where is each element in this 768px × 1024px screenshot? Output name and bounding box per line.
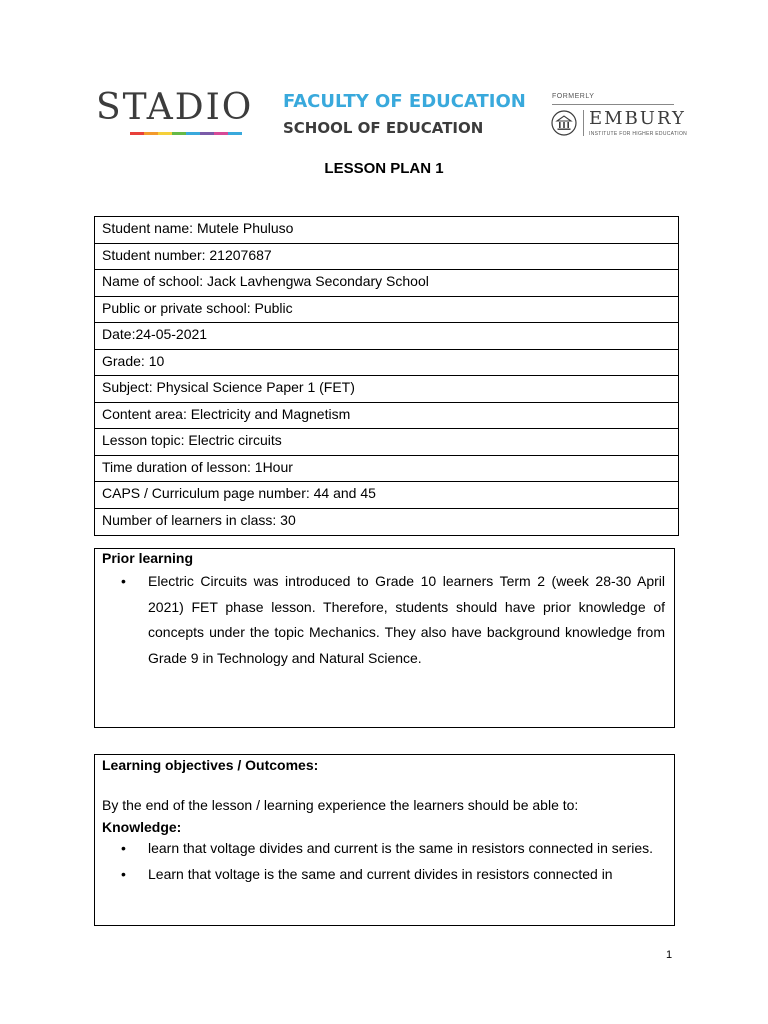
knowledge-heading: Knowledge:	[102, 819, 182, 835]
color-bar-segment	[158, 132, 172, 135]
stadio-color-bar	[130, 132, 253, 135]
color-bar-segment	[186, 132, 200, 135]
prior-learning-box	[94, 548, 675, 728]
school-title: SCHOOL OF EDUCATION	[283, 119, 484, 137]
info-row-date: Date:24-05-2021	[95, 323, 678, 350]
embury-divider	[583, 110, 584, 136]
info-row-school-type: Public or private school: Public	[95, 297, 678, 324]
stadio-logo	[96, 87, 254, 135]
info-row-content-area: Content area: Electricity and Magnetism	[95, 403, 678, 430]
info-row-school-name: Name of school: Jack Lavhengwa Secondary School	[95, 270, 678, 297]
prior-learning-list	[95, 569, 674, 671]
learning-objectives-box	[94, 754, 675, 926]
color-bar-segment	[144, 132, 158, 135]
page-title: LESSON PLAN 1	[324, 160, 444, 177]
bullet-icon: •	[121, 840, 126, 856]
building-icon	[551, 110, 577, 136]
prior-learning-heading: Prior learning	[102, 550, 194, 566]
color-bar-segment	[130, 132, 144, 135]
bullet-icon: •	[121, 573, 126, 589]
list-item: • Electric Circuits was introduced to Grade 10 learners Term 2 (week 28-30 April 2021) FET phase lesson. Therefore, students should have prior knowledge of concepts under the topic Mechanics. They also have background knowledge from Grade 9 in Technology and Natural Science.	[95, 569, 674, 671]
objectives-heading: Learning objectives / Outcomes:	[102, 757, 319, 773]
formerly-divider	[552, 104, 674, 105]
color-bar-segment	[228, 132, 242, 135]
info-row-grade: Grade: 10	[95, 350, 678, 377]
info-row-student-name: Student name: Mutele Phuluso	[95, 217, 678, 244]
color-bar-segment	[214, 132, 228, 135]
page-number: 1	[666, 949, 673, 961]
info-row-student-number: Student number: 21207687	[95, 244, 678, 271]
embury-wordmark: EMBURY	[589, 108, 686, 129]
info-row-subject: Subject: Physical Science Paper 1 (FET)	[95, 376, 678, 403]
faculty-title: FACULTY OF EDUCATION	[283, 91, 526, 112]
list-item: • learn that voltage divides and current is the same in resistors connected in series.	[95, 836, 674, 862]
student-info-table	[94, 216, 679, 536]
info-row-learner-count: Number of learners in class: 30	[102, 511, 296, 528]
knowledge-list	[95, 836, 674, 887]
color-bar-segment	[172, 132, 186, 135]
stadio-wordmark: STADIO	[96, 87, 254, 128]
color-bar-segment	[200, 132, 214, 135]
info-row-caps-page: CAPS / Curriculum page number: 44 and 45	[95, 482, 678, 509]
list-item: • Learn that voltage is the same and current divides in resistors connected in	[95, 862, 674, 888]
formerly-label: FORMERLY	[552, 93, 595, 100]
embury-subtitle: INSTITUTE FOR HIGHER EDUCATION	[589, 131, 688, 137]
info-row-duration: Time duration of lesson: 1Hour	[95, 456, 678, 483]
objectives-intro: By the end of the lesson / learning experience the learners should be able to:	[102, 797, 579, 813]
info-row-lesson-topic: Lesson topic: Electric circuits	[95, 429, 678, 456]
bullet-icon: •	[121, 865, 126, 882]
